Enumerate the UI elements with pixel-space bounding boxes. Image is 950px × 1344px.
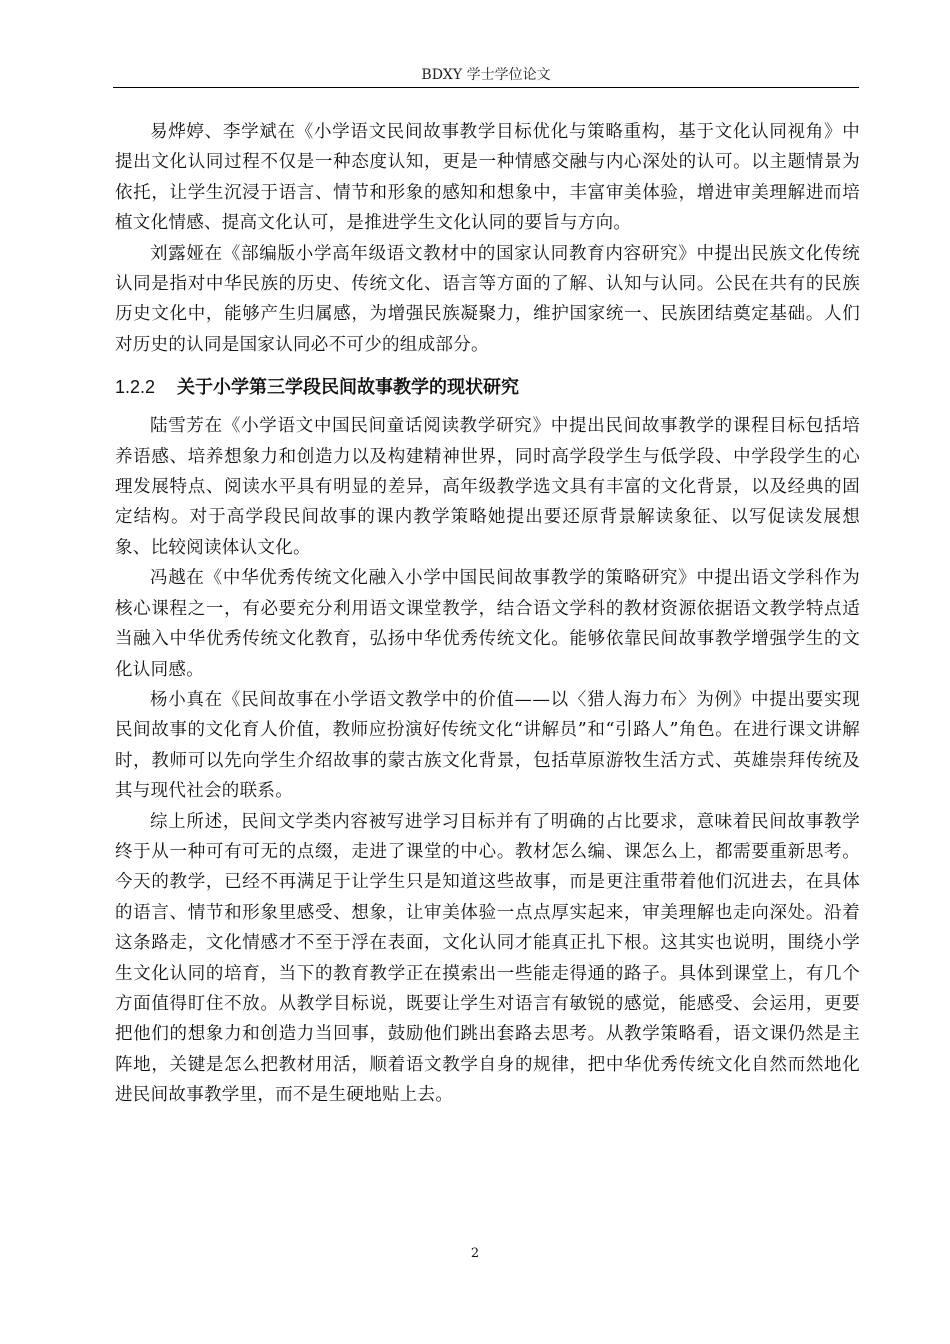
body-paragraph: 杨小真在《民间故事在小学语文教学中的价值——以〈猎人海力布〉为例》中提出要实现民间故事的文化育人价值，教师应扮演好传统文化“讲解员”和“引路人”角色。在进行课文讲解时，教师可以先向学生介绍故事的蒙古族文化背景，包括草原游牧生活方式、英雄崇拜传统及其与现代社会的联系。 (115, 689, 860, 802)
section-heading (115, 372, 860, 403)
section-number: 1.2.2 (115, 377, 156, 398)
header-rule (113, 87, 859, 88)
body-paragraph: 综上所述，民间文学类内容被写进学习目标并有了明确的占比要求，意味着民间故事教学终于从一种可有可无的点缀，走进了课堂的中心。教材怎么编、课怎么上，都需要重新思考。今天的教学，已经不再满足于让学生只是知道这些故事，而是更注重带着他们沉进去，在具体的语言、情节和形象里感受、想象，让审美体验一点点厚实起来，审美理解也走向深处。沿着这条路走，文化情感才不至于浮在表面，文化认同才能真正扎下根。这其实也说明，围绕小学生文化认同的培育，当下的教育教学正在摸索出一些能走得通的路子。具体到课堂上，有几个方面值得盯住不放。从教学目标说，既要让学生对语言有敏锐的感觉，能感受、会运用，更要把他们的想象力和创造力当回事，鼓励他们跳出套路去思考。从教学策略看，语文课仍然是主阵地，关键是怎么把教材用活，顺着语文教学自身的规律，把中华优秀传统文化自然而然地化进民间故事教学里，而不是生硬地贴上去。 (115, 811, 860, 1106)
section-title: 关于小学第三学段民间故事教学的现状研究 (177, 377, 519, 399)
body-paragraph: 易烨婷、李学斌在《小学语文民间故事教学目标优化与策略重构，基于文化认同视角》中提出文化认同过程不仅是一种态度认知，更是一种情感交融与内心深处的认可。以主题情景为依托，让学生沉浸于语言、情节和形象的感知和想象中，丰富审美体验，增进审美理解进而培植文化情感、提高文化认可，是推进学生文化认同的要旨与方向。 (115, 122, 860, 234)
page-body (115, 117, 860, 1111)
body-paragraph: 冯越在《中华优秀传统文化融入小学中国民间故事教学的策略研究》中提出语文学科作为核心课程之一，有必要充分利用语文课堂教学，结合语文学科的教材资源依据语文教学特点适当融入中华优秀传统文化教育，弘扬中华优秀传统文化。能够依靠民间故事教学增强学生的文化认同感。 (115, 568, 860, 680)
running-header: BDXY 学士学位论文 (421, 67, 551, 83)
page-number: 2 (470, 1246, 480, 1261)
body-paragraph: 刘露娅在《部编版小学高年级语文教材中的国家认同教育内容研究》中提出民族文化传统认同是指对中华民族的历史、传统文化、语言等方面的了解、认知与认同。公民在共有的民族历史文化中，能够产生归属感，为增强民族凝聚力，维护国家统一、民族团结奠定基础。人们对历史的认同是国家认同必不可少的组成部分。 (115, 243, 860, 355)
body-paragraph: 陆雪芳在《小学语文中国民间童话阅读教学研究》中提出民间故事教学的课程目标包括培养语感、培养想象力和创造力以及构建精神世界，同时高学段学生与低学段、中学段学生的心 理发展特点、阅读水平具有明显的差异，高年级教学选文具有丰富的文化背景，以及经典的固 定结构。对于高学段民间故事的课内教学策略她提出要还原背景解读象征、以写促读发展想象、比较阅读体认文化。 (115, 416, 860, 558)
